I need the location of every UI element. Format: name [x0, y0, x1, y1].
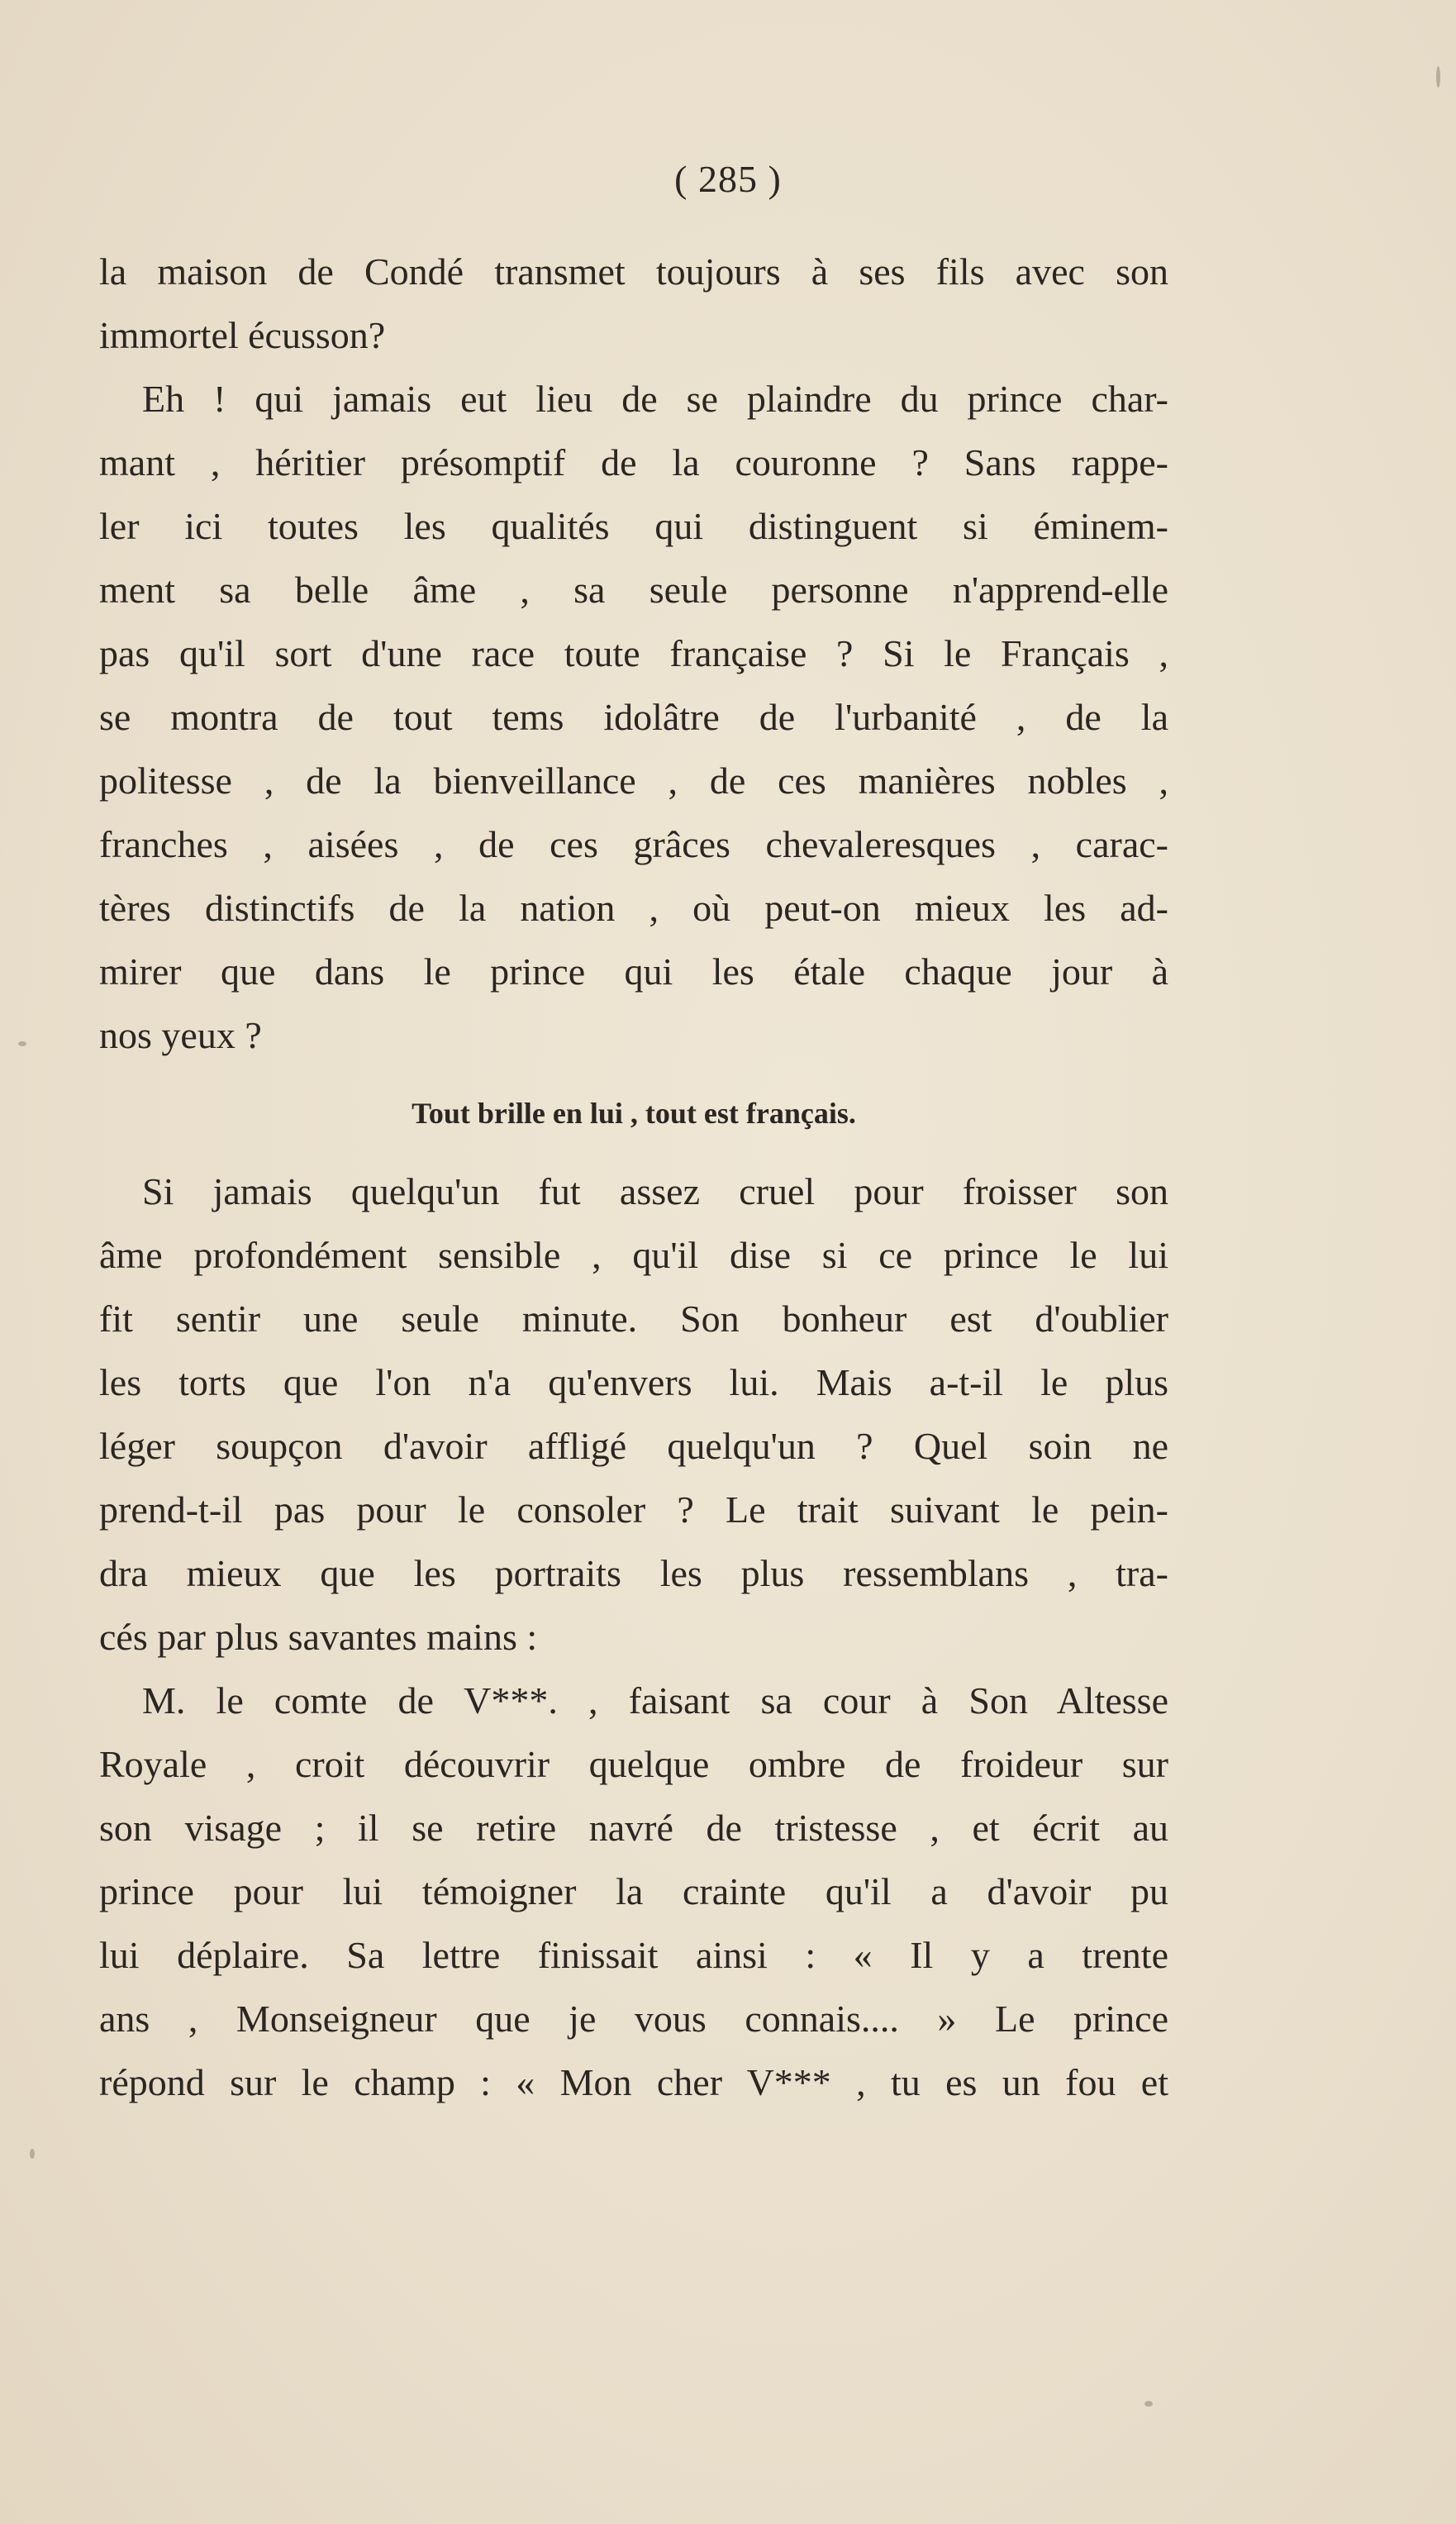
text-line: pas qu'il sort d'une race toute française ? Si le Français ,	[99, 632, 1168, 674]
text-line: se montra de tout tems idolâtre de l'urbanité , de la	[99, 696, 1168, 738]
text-line: prince pour lui témoigner la crainte qu'il a d'avoir pu	[99, 1870, 1168, 1912]
text-line: ment sa belle âme , sa seule personne n'apprend-elle	[99, 569, 1168, 611]
text-line: répond sur le champ : « Mon cher V*** , tu es un fou et	[99, 2061, 1168, 2103]
text-line: la maison de Condé transmet toujours à ses fils avec son	[99, 250, 1168, 293]
text-line: Si jamais quelqu'un fut assez cruel pour froisser son	[142, 1170, 1168, 1212]
text-line: politesse , de la bienveillance , de ces manières nobles ,	[99, 760, 1168, 802]
text-line: son visage ; il se retire navré de tristesse , et écrit au	[99, 1807, 1168, 1849]
paper-speck	[1436, 66, 1440, 88]
text-line: tères distinctifs de la nation , où peut-on mieux les ad-	[99, 887, 1168, 929]
text-line: nos yeux ?	[99, 1014, 262, 1056]
text-line: mant , héritier présomptif de la couronne ? Sans rappe-	[99, 441, 1168, 483]
text-line: cés par plus savantes mains :	[99, 1616, 538, 1658]
text-line: léger soupçon d'avoir affligé quelqu'un ? Quel soin ne	[99, 1425, 1168, 1467]
text-line: ans , Monseigneur que je vous connais.... » Le prince	[99, 1998, 1168, 2040]
body-text	[99, 240, 1168, 2114]
text-line: franches , aisées , de ces grâces chevaleresques , carac-	[99, 823, 1168, 865]
paper-speck	[18, 1041, 26, 1046]
text-line: lui déplaire. Sa lettre finissait ainsi : « Il y a trente	[99, 1934, 1168, 1976]
paper-speck	[1144, 2401, 1153, 2407]
text-line: dra mieux que les portraits les plus ressemblans , tra-	[99, 1552, 1168, 1594]
quote-line: Tout brille en lui , tout est français.	[412, 1097, 856, 1130]
text-line: âme profondément sensible , qu'il dise si ce prince le lui	[99, 1234, 1168, 1276]
text-line: immortel écusson?	[99, 314, 386, 356]
text-line: mirer que dans le prince qui les étale chaque jour à	[99, 950, 1168, 993]
page-number: ( 285 )	[674, 158, 782, 200]
paper-speck	[30, 2149, 35, 2159]
text-line: M. le comte de V***. , faisant sa cour à Son Altesse	[142, 1679, 1168, 1722]
text-line: Eh ! qui jamais eut lieu de se plaindre du prince char-	[142, 378, 1168, 420]
text-line: les torts que l'on n'a qu'envers lui. Mais a-t-il le plus	[99, 1361, 1168, 1403]
text-line: ler ici toutes les qualités qui distinguent si éminem-	[99, 505, 1168, 547]
text-line: prend-t-il pas pour le consoler ? Le trait suivant le pein-	[99, 1488, 1168, 1531]
text-line: Royale , croit découvrir quelque ombre de froideur sur	[99, 1743, 1168, 1785]
text-line: fit sentir une seule minute. Son bonheur est d'oublier	[99, 1298, 1168, 1340]
